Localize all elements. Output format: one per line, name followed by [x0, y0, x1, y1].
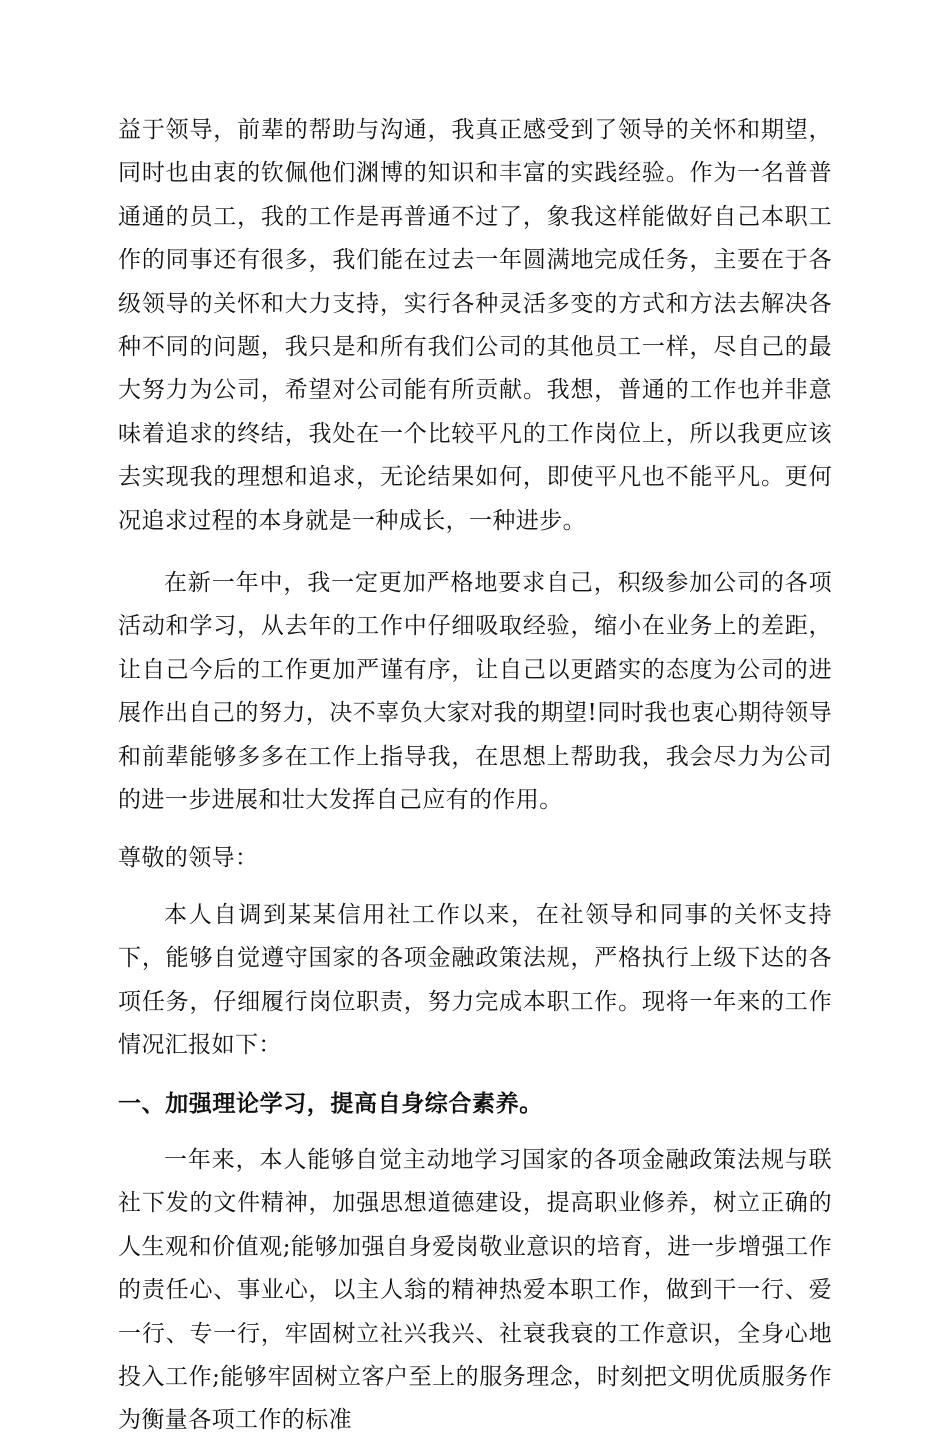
paragraph-continuation: 益于领导，前辈的帮助与沟通，我真正感受到了领导的关怀和期望，同时也由衷的钦佩他们渊博的知识和丰富的实践经验。作为一名普普通通的员工，我的工作是再普通不过了，象我这样能做好自己本职工作的同事还有很多，我们能在过去一年圆满地完成任务，主要在于各级领导的关怀和大力支持，实行各种灵活多变的方式和方法去解决各种不同的问题，我只是和所有我们公司的其他员工一样，尽自己的最大努力为公司，希望对公司能有所贡献。我想，普通的工作也并非意味着追求的终结，我处在一个比较平凡的工作岗位上，所以我更应该去实现我的理想和追求，无论结果如何，即使平凡也不能平凡。更何况追求过程的本身就是一种成长，一种进步。 [118, 117, 832, 534]
salutation: 尊敬的领导： [118, 844, 259, 871]
paragraph-theory-study: 一年来，本人能够自觉主动地学习国家的各项金融政策法规与联社下发的文件精神，加强思想道德建设，提高职业修养，树立正确的人生观和价值观;能够加强自身爱岗敬业意识的培育，进一步增强工作的责任心、事业心，以主人翁的精神热爱本职工作，做到干一行、爱一行、专一行，牢固树立社兴我兴、社衰我衰的工作意识，全身心地投入工作;能够牢固树立客户至上的服务理念，时刻把文明优质服务作为衡量各项工作的标准 [118, 1146, 832, 1434]
section-heading-1: 一、加强理论学习，提高自身综合素养。 [118, 1089, 543, 1117]
paragraph-introduction: 本人自调到某某信用社工作以来，在社领导和同事的关怀支持下，能够自觉遵守国家的各项金融政策法规，严格执行上级下达的各项任务，仔细履行岗位职责，努力完成本职工作。现将一年来的工作情况汇报如下： [118, 901, 832, 1059]
document-page [118, 109, 832, 1443]
paragraph-new-year-plan: 在新一年中，我一定更加严格地要求自己，积级参加公司的各项活动和学习，从去年的工作中仔细吸取经验，缩小在业务上的差距，让自己今后的工作更加严谨有序，让自己以更踏实的态度为公司的进展作出自己的努力，决不辜负大家对我的期望!同时我也衷心期待领导和前辈能够多多在工作上指导我，在思想上帮助我，我会尽力为公司的进一步进展和壮大发挥自己应有的作用。 [118, 570, 832, 814]
